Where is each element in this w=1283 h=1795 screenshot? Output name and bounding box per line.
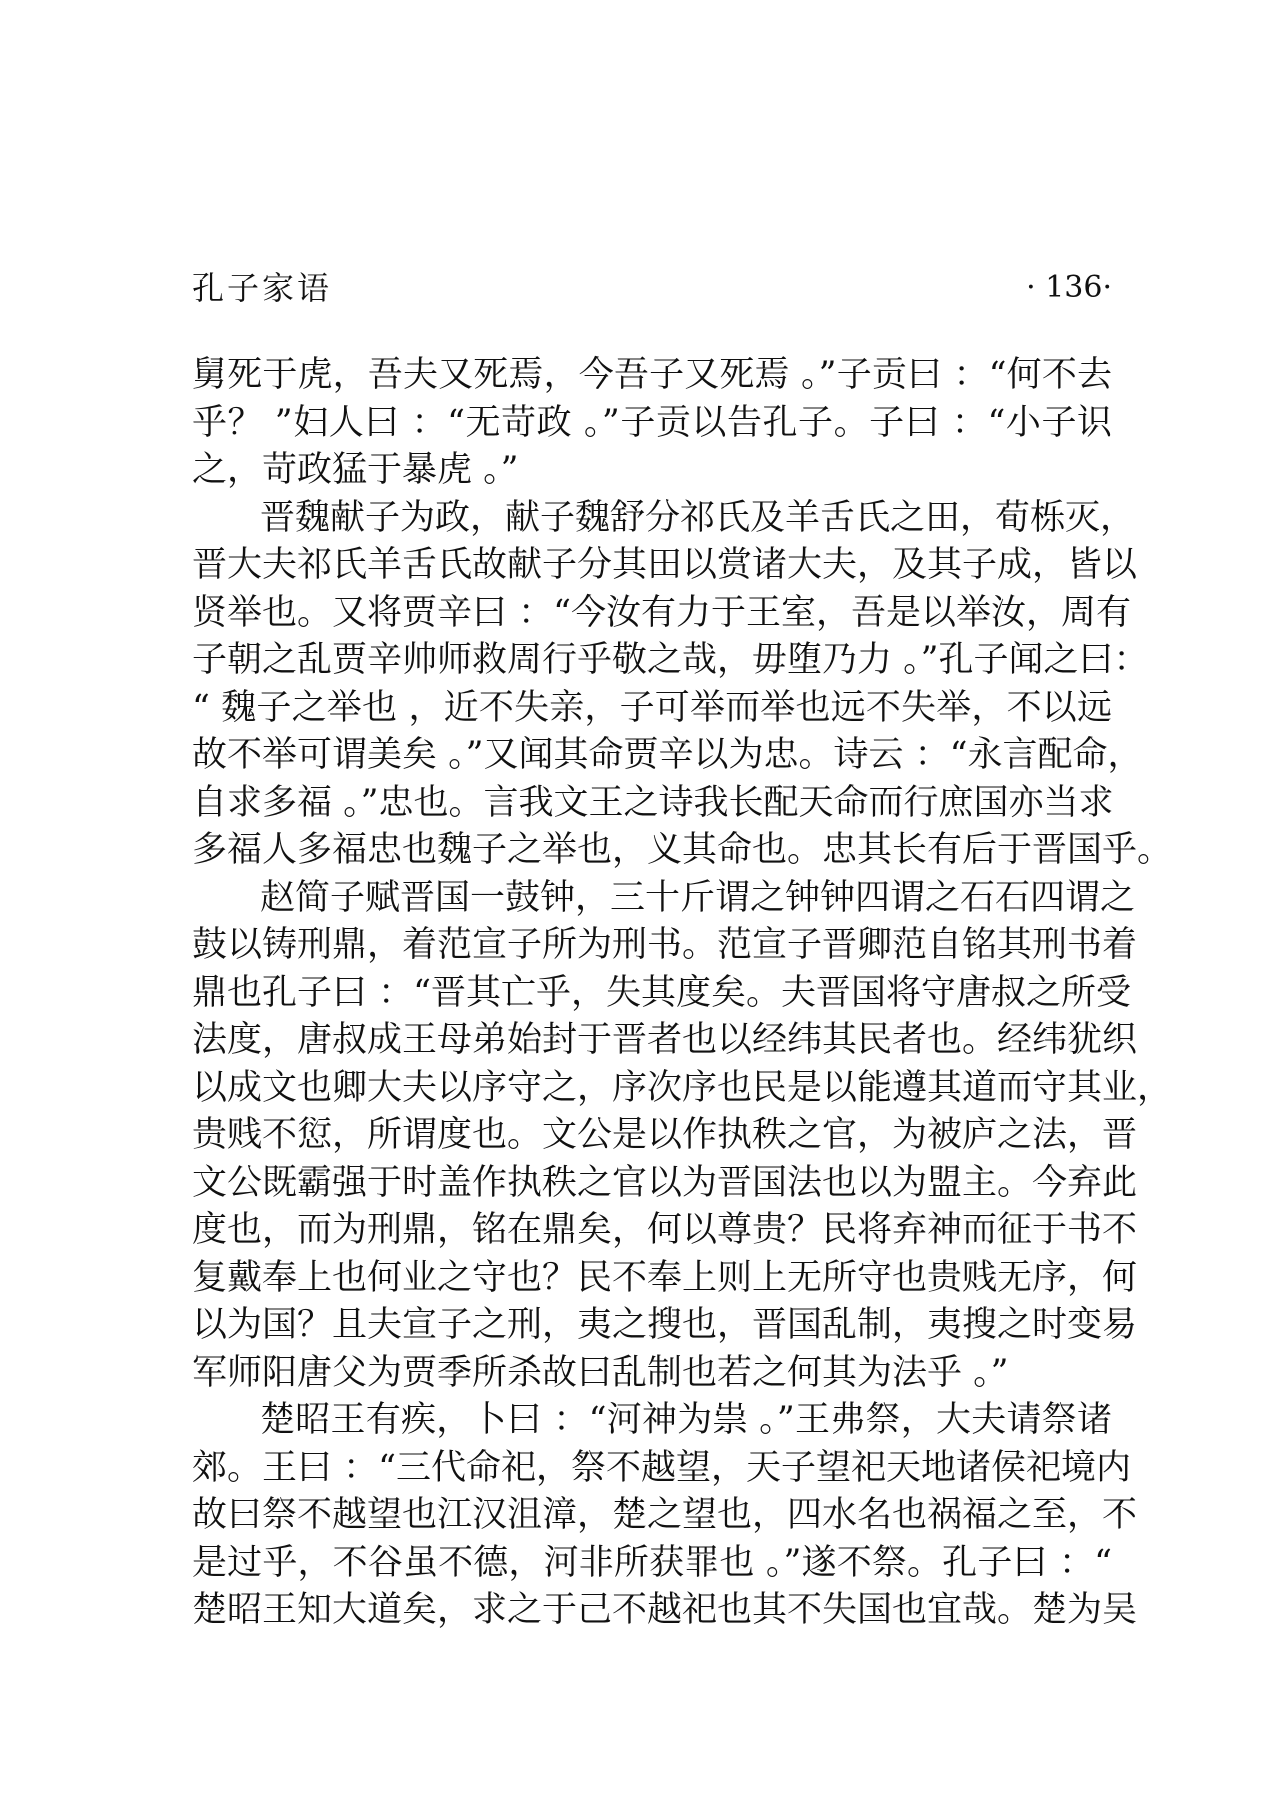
text-line: 故不举可谓美矣 。”又闻其命贾辛以为忠。诗云 ：“永言配命， bbox=[192, 735, 1143, 775]
text-line: 以成文也卿大夫以序守之，序次序也民是以能遵其道而守其业， bbox=[192, 1067, 1173, 1108]
text-line: 贵贱不愆，所谓度也。文公是以作执秩之官，为被庐之法，晋 bbox=[192, 1115, 1138, 1155]
text-line: 复戴奉上也何业之守也？民不奉上则上无所守也贵贱无序，何 bbox=[192, 1257, 1138, 1298]
text-line: 之，苛政猛于暴虎 。” bbox=[192, 450, 519, 490]
book-title: 孔子家语 bbox=[192, 269, 333, 307]
text-line: 楚昭王知大道矣，求之于己不越祀也其不失国也宜哉。楚为吴 bbox=[192, 1590, 1138, 1630]
text-line: 法度，唐叔成王母弟始封于晋者也以经纬其民者也。经纬犹织 bbox=[192, 1020, 1138, 1060]
text-line: 子朝之乱贾辛帅师救周行乎敬之哉，毋堕乃力 。”孔子闻之曰： bbox=[192, 640, 1149, 680]
text-line: 故曰祭不越望也江汉沮漳，楚之望也，四水名也祸福之至，不 bbox=[192, 1495, 1138, 1535]
paragraph-first-line: 晋魏献子为政，献子魏舒分祁氏及羊舌氏之田，荀栎灭， bbox=[260, 497, 1136, 538]
text-line: 以为国？且夫宣子之刑，夷之搜也，晋国乱制，夷搜之时变易 bbox=[192, 1305, 1138, 1345]
paragraph-first-line: 楚昭王有疾，卜曰 ：“河神为祟 。”王弗祭，大夫请祭诸 bbox=[260, 1400, 1112, 1440]
running-header bbox=[192, 268, 1112, 308]
text-line: 贤举也。又将贾辛曰 ：“今汝有力于王室，吾是以举汝，周有 bbox=[192, 592, 1132, 633]
text-line: 舅死于虎，吾夫又死焉，今吾子又死焉 。”子贡曰 ：“何不去 bbox=[192, 355, 1112, 395]
text-line: 是过乎，不谷虽不德，河非所获罪也 。”遂不祭。孔子曰 ：“ bbox=[192, 1542, 1112, 1583]
body-text bbox=[192, 352, 1173, 1635]
text-line: 度也，而为刑鼎，铭在鼎矣，何以尊贵？民将弃神而征于书不 bbox=[192, 1210, 1138, 1250]
page-number: · 136· bbox=[1026, 270, 1112, 305]
text-line: 乎？ ”妇人曰 ：“无苛政 。”子贡以告孔子。子曰 ：“小子识 bbox=[192, 402, 1112, 443]
text-line: 自求多福 。”忠也。言我文王之诗我长配天命而行庶国亦当求 bbox=[192, 782, 1114, 823]
text-line: 军师阳唐父为贾季所杀故曰乱制也若之何其为法乎 。” bbox=[192, 1352, 1009, 1393]
text-line: “ 魏子之举也 ，近不失亲，子可举而举也远不失举，不以远 bbox=[192, 687, 1112, 728]
text-line: 多福人多福忠也魏子之举也，义其命也。忠其长有后于晋国乎。 bbox=[192, 830, 1173, 870]
text-line: 鼎也孔子曰 ：“晋其亡乎，失其度矣。夫晋国将守唐叔之所受 bbox=[192, 972, 1132, 1013]
text-line: 郊。王曰 ：“三代命祀，祭不越望，天子望祀天地诸侯祀境内 bbox=[192, 1447, 1132, 1488]
text-line: 晋大夫祁氏羊舌氏故献子分其田以赏诸大夫，及其子成，皆以 bbox=[192, 545, 1138, 585]
text-line: 鼓以铸刑鼎，着范宣子所为刑书。范宣子晋卿范自铭其刑书着 bbox=[192, 925, 1138, 965]
text-line: 文公既霸强于时盖作执秩之官以为晋国法也以为盟主。今弃此 bbox=[192, 1162, 1138, 1203]
paragraph-first-line: 赵简子赋晋国一鼓钟，三十斤谓之钟钟四谓之石石四谓之 bbox=[260, 877, 1136, 918]
